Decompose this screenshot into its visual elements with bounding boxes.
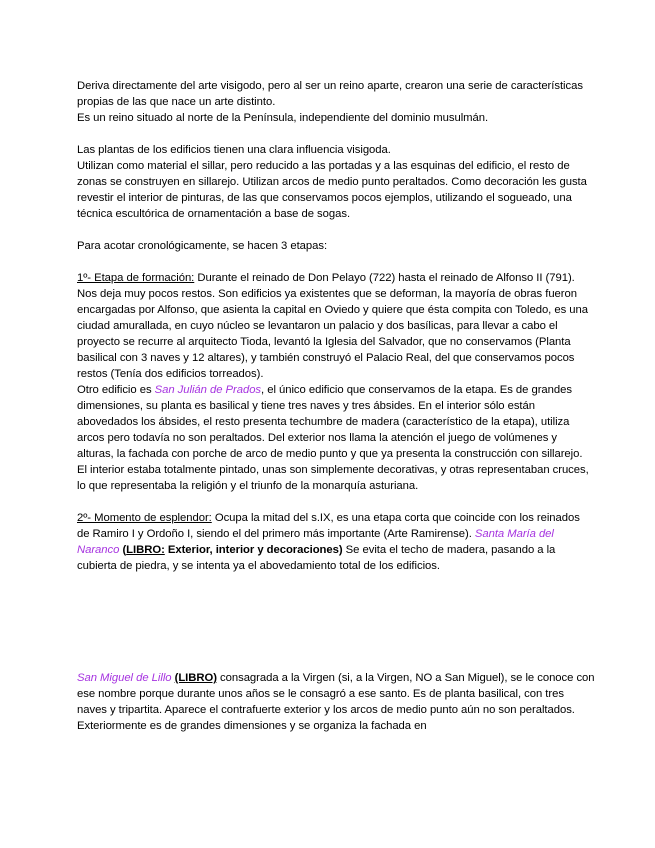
- etapa2-libro-label: LIBRO:: [126, 544, 165, 556]
- plantas-paragraph-2: Utilizan como material el sillar, pero reducido a las portadas y a las esquinas del edificio, el resto de zonas se construyen en sillarejo. Utilizan arcos de medio punto peraltados. Como decoración les gusta revestir el interior de pinturas, de las que conservamos pocos ejemplos, utilizando el sogueado, una técnica escultórica de ornamentación a base de sogas.: [77, 160, 587, 220]
- etapa1-paragraph-2: [77, 382, 595, 494]
- etapa2-text: Ocupa la mitad del s.IX, es una etapa corta que coincide con los reinados de Ramiro I y Ordoño I, siendo el del primero más importante (Arte Ramirense).: [77, 512, 580, 540]
- etapa2-libro-text: Exterior, interior y decoraciones): [164, 544, 343, 556]
- etapa1-heading: 1º- Etapa de formación:: [77, 272, 195, 284]
- santa-maria-link[interactable]: Santa María del Naranco: [77, 528, 554, 556]
- plantas-paragraph-1: Las plantas de los edificios tienen una clara influencia visigoda.: [77, 144, 391, 156]
- etapa1-paragraph: [77, 270, 595, 382]
- intro-paragraph-1: Deriva directamente del arte visigodo, pero al ser un reino aparte, crearon una serie de características propias de las que nace un arte distinto.: [77, 80, 583, 108]
- etapa1-text: Durante el reinado de Don Pelayo (722) hasta el reinado de Alfonso II (791). Nos deja muy pocos restos. Son edificios ya existentes que se deforman, la mayoría de obras fueron encargadas por Alfonso, que asienta la capital en Oviedo y quiere que ésta compita con Toledo, es una ciudad amurallada, en cuyo núcleo se levantaron un palacio y dos basílicas, para llevar a cabo el proyecto se recurre al arquitecto Tioda, levantó la Iglesia del Salvador, que no conservamos (Planta basilical con 3 naves y 12 altares), y también construyó el Palacio Real, del que conservamos pocos restos (Tenía dos edificios torreados).: [77, 272, 588, 380]
- cronologia-paragraph: Para acotar cronológicamente, se hacen 3 etapas:: [77, 240, 328, 252]
- etapa1-p2-pre: Otro edificio es: [77, 384, 155, 396]
- lillo-libro: (LIBRO): [174, 672, 217, 684]
- san-miguel-link[interactable]: San Miguel de Lillo: [77, 672, 172, 684]
- san-julian-link[interactable]: San Julián de Prados: [154, 384, 262, 396]
- etapa2-heading: 2º- Momento de esplendor:: [77, 512, 212, 524]
- etapa2-paragraph: [77, 510, 595, 574]
- etapa2-post: Se evita el techo de madera, pasando a la cubierta de piedra, y se intenta ya el abovedamiento total de los edificios.: [77, 544, 556, 572]
- etapa1-p2-post: , el único edificio que conservamos de la etapa. Es de grandes dimensiones, su planta es basilical y tiene tres naves y tres ábsides. En el interior sólo están abovedados los ábsides, el resto presenta techumbre de madera (característico de la etapa), utiliza arcos pero todavía no son peraltados. Del exterior nos llama la atención el juego de volúmenes y alturas, la fachada con porche de arco de medio punto y que ya presenta la construcción con sillarejo. El interior estaba totalmente pintado, unas son simplemente decorativas, y otras representaban cruces, lo que representaba la religión y el triunfo de la monarquía asturiana.: [77, 384, 589, 492]
- etapa2-paren-open: (: [119, 544, 127, 556]
- intro-paragraph-2: Es un reino situado al norte de la Península, independiente del dominio musulmán.: [77, 112, 489, 124]
- lillo-text: consagrada a la Virgen (si, a la Virgen, NO a San Miguel), se le conoce con ese nombre porque durante unos años se le consagró a ese santo. Es de planta basilical, con tres naves y tripartita. Aparece el contrafuerte exterior y los arcos de medio punto aún no son peraltados. Exteriormente es de grandes dimensiones y se organiza la fachada en: [77, 672, 595, 732]
- lillo-paragraph: [77, 670, 595, 734]
